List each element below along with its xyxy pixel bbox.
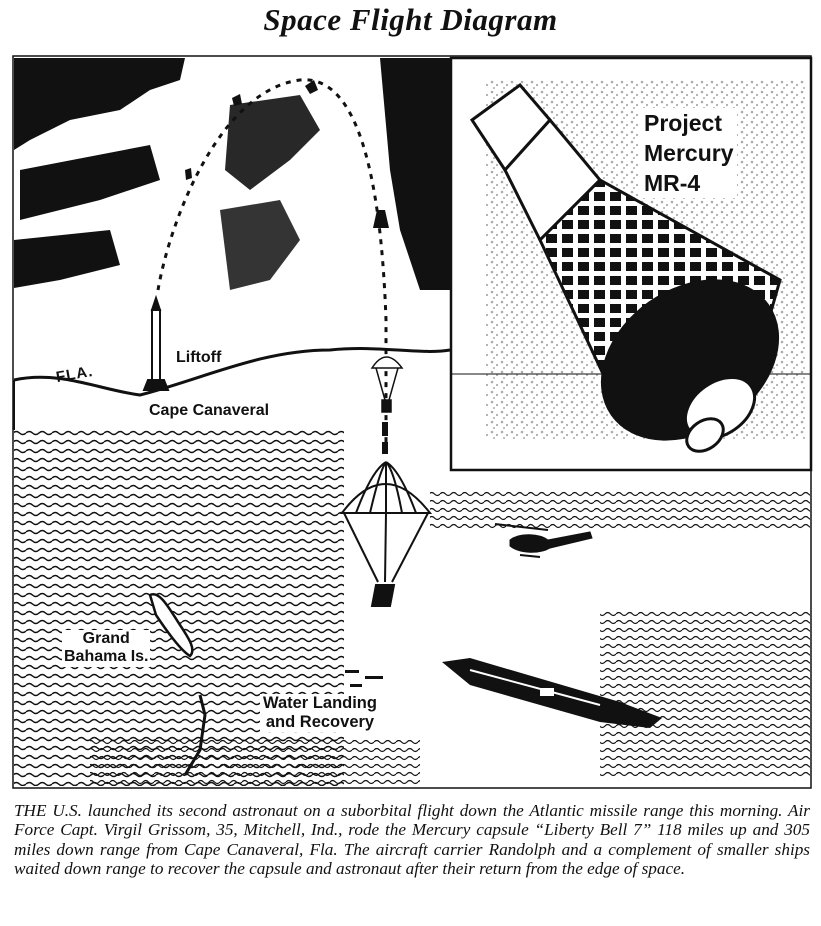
water-landing-label <box>260 694 380 732</box>
large-parachute <box>342 462 430 606</box>
small-ships <box>345 670 383 687</box>
caption-text: THE U.S. launched its second astronaut on a suborbital flight down the Atlantic missile range this morning. Air Force Capt. Virgil Grissom, 35, Mitchell, Ind., rode the Mercury capsule “Liberty Bell 7” 118 miles up and 305 miles down range from Cape Canaveral, Fla. The aircraft carrier Randolph and a complement of smaller ships waited down range to recover the capsule and astronaut after their return from the edge of space. <box>14 801 810 879</box>
ocean-waves-far <box>600 610 810 780</box>
mercury-inset <box>451 58 811 472</box>
liftoff-label: Liftoff <box>176 349 222 366</box>
grand-bahama-label <box>62 630 150 667</box>
inset-line1: Project <box>644 110 722 136</box>
rocket-launch <box>144 298 168 390</box>
florida-label: FLA. <box>54 362 95 387</box>
grand-bahama-line1: Grand <box>82 630 130 647</box>
inset-line2: Mercury <box>644 140 734 166</box>
inset-line3: MR-4 <box>644 170 701 196</box>
ocean-waves-left <box>14 430 344 786</box>
night-sky <box>14 58 450 290</box>
cape-canaveral-label: Cape Canaveral <box>146 402 272 420</box>
water-landing-line1: Water Landing <box>263 694 377 712</box>
water-landing-line2: and Recovery <box>265 712 375 731</box>
diagram-title: Space Flight Diagram <box>263 2 558 37</box>
grand-bahama-line2: Bahama Is. <box>64 648 149 666</box>
ocean-waves-right <box>430 490 810 530</box>
project-mercury-label <box>640 108 737 198</box>
